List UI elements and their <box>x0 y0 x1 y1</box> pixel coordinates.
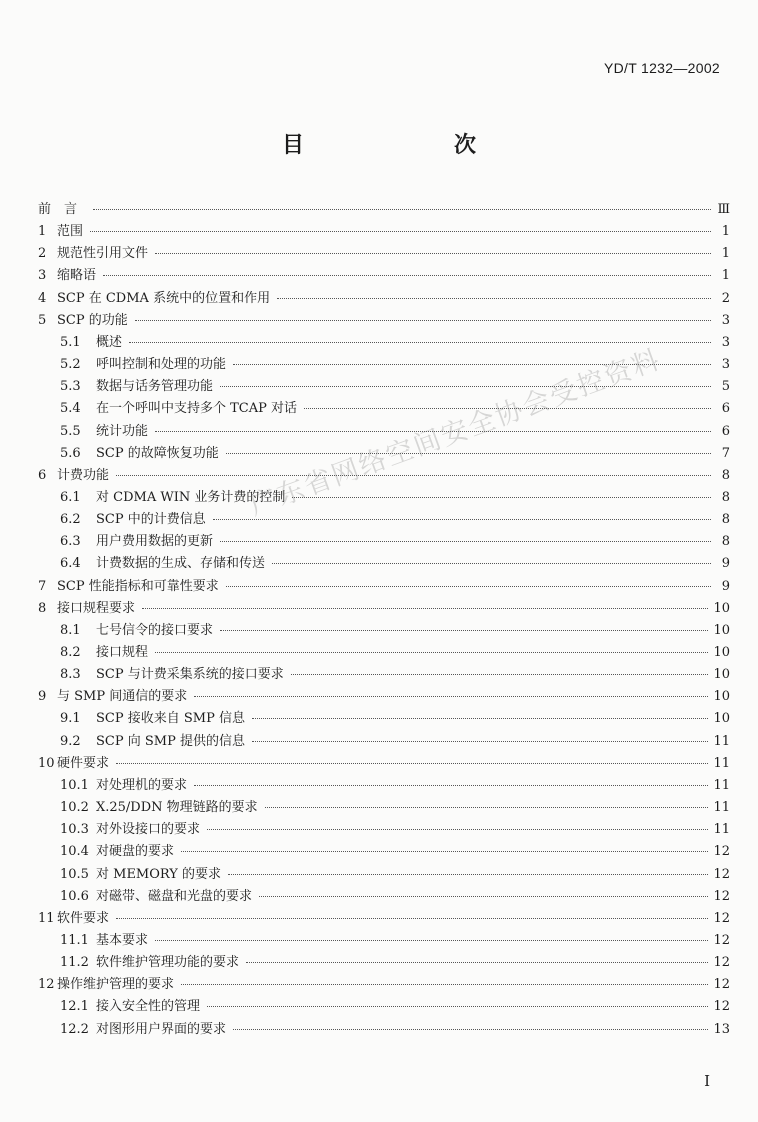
toc-entry[interactable] <box>38 242 730 262</box>
dot-leader <box>259 895 708 897</box>
toc-entry-number: 11 <box>38 910 55 926</box>
toc-entry[interactable] <box>38 220 730 240</box>
toc-entry[interactable] <box>60 818 730 838</box>
toc-entry-number: 5 <box>38 312 47 328</box>
toc-entry-title: SCP 与计费采集系统的接口要求 <box>96 667 284 683</box>
toc-entry[interactable] <box>60 442 730 462</box>
dot-leader <box>194 784 708 786</box>
toc-entry-title: 计费数据的生成、存储和传送 <box>96 556 266 572</box>
toc-entry-title: SCP 接收来自 SMP 信息 <box>96 711 245 727</box>
toc-entry-page: 3 <box>721 357 730 373</box>
toc-entry[interactable] <box>38 597 730 617</box>
toc-entry-title: 对外设接口的要求 <box>96 822 201 838</box>
toc-entry-title: 接口规程要求 <box>57 600 136 616</box>
toc-entry-number: 9.1 <box>60 711 81 727</box>
toc-entry[interactable] <box>60 420 730 440</box>
dot-leader <box>292 496 711 498</box>
toc-entry-number: 前 言 <box>38 202 78 217</box>
toc-entry-page: 10 <box>713 600 730 616</box>
dot-leader <box>155 651 708 653</box>
toc-entry-title: 规范性引用文件 <box>57 246 149 262</box>
toc-entry-page: 11 <box>713 733 730 749</box>
dot-leader <box>246 961 708 963</box>
dot-leader <box>116 917 708 919</box>
dot-leader <box>220 540 711 542</box>
toc-entry[interactable] <box>38 973 730 993</box>
dot-leader <box>226 585 711 587</box>
toc-entry-page: 8 <box>721 512 730 528</box>
toc-entry[interactable] <box>60 707 730 727</box>
toc-entry[interactable] <box>60 331 730 351</box>
dot-leader <box>252 717 708 719</box>
dot-leader <box>142 607 708 609</box>
dot-leader <box>213 518 711 520</box>
dot-leader <box>103 274 711 276</box>
toc-entry[interactable] <box>60 840 730 860</box>
toc-entry-page: 12 <box>713 999 730 1015</box>
toc-entry-page: 9 <box>721 578 730 594</box>
toc-entry-page: 6 <box>721 423 730 439</box>
dot-leader <box>207 828 708 830</box>
dot-leader <box>129 341 711 343</box>
dot-leader <box>116 474 711 476</box>
toc-entry-number: 12.1 <box>60 999 89 1015</box>
toc-entry-page: 5 <box>721 379 730 395</box>
toc-entry-number: 10.3 <box>60 822 89 838</box>
dot-leader <box>155 939 708 941</box>
toc-entry-page: 12 <box>713 977 730 993</box>
toc-entry-page: 11 <box>713 777 730 793</box>
toc-entry-number: 8 <box>38 600 47 616</box>
toc-entry-number: 2 <box>38 246 47 262</box>
toc-entry-number: 8.1 <box>60 622 81 638</box>
toc-entry-page: 1 <box>721 224 730 240</box>
toc-entry-title: SCP 中的计费信息 <box>96 512 206 528</box>
dot-leader <box>220 385 711 387</box>
toc-entry-number: 11.1 <box>60 932 89 948</box>
toc-entry-page: 12 <box>713 866 730 882</box>
dot-leader <box>228 873 708 875</box>
toc-entry-page: 9 <box>721 556 730 572</box>
toc-entry-page: 12 <box>713 955 730 971</box>
toc-entry[interactable] <box>38 464 730 484</box>
dot-leader <box>226 452 711 454</box>
toc-entry[interactable] <box>38 309 730 329</box>
toc-entry[interactable] <box>60 885 730 905</box>
toc-entry[interactable] <box>38 685 730 705</box>
dot-leader <box>116 762 708 764</box>
toc-entry-title: 用户费用数据的更新 <box>96 534 214 550</box>
dot-leader <box>220 629 708 631</box>
watermark: 广东省网络空间安全协会受控资料 <box>245 343 666 522</box>
toc-entry[interactable] <box>60 995 730 1015</box>
toc-entry[interactable] <box>60 641 730 661</box>
toc-entry-number: 6.2 <box>60 512 81 528</box>
toc-entry-number: 12 <box>38 977 55 993</box>
toc-entry-page: 11 <box>713 800 730 816</box>
toc-entry[interactable] <box>60 663 730 683</box>
dot-leader <box>304 407 711 409</box>
dot-leader <box>155 430 711 432</box>
toc-entry-title: 在一个呼叫中支持多个 TCAP 对话 <box>96 401 298 417</box>
toc-entry[interactable] <box>60 486 730 506</box>
page-title: 目 次 <box>281 133 540 158</box>
toc-entry[interactable] <box>60 375 730 395</box>
dot-leader <box>181 983 708 985</box>
dot-leader <box>90 230 711 232</box>
toc-entry-page: 10 <box>713 622 730 638</box>
toc-entry-number: 5.3 <box>60 379 81 395</box>
dot-leader <box>181 850 708 852</box>
toc-entry-number: 5.5 <box>60 423 81 439</box>
toc-entry[interactable] <box>60 730 730 750</box>
toc-entry-title: 缩略语 <box>57 268 97 284</box>
toc-entry[interactable] <box>60 1018 730 1038</box>
toc-entry-title: X.25/DDN 物理链路的要求 <box>96 800 258 816</box>
toc-entry-title: 对磁带、磁盘和光盘的要求 <box>96 888 253 904</box>
dot-leader <box>233 1028 708 1030</box>
toc-entry[interactable] <box>38 907 730 927</box>
toc-entry-title: SCP 向 SMP 提供的信息 <box>96 733 245 749</box>
toc-entry[interactable] <box>60 530 730 550</box>
toc-entry-number: 3 <box>38 268 47 284</box>
toc-entry-number: 6.1 <box>60 489 81 505</box>
toc-entry-number: 10.6 <box>60 888 89 904</box>
toc-entry-page: 8 <box>721 489 730 505</box>
toc-entry-page: 7 <box>721 445 730 461</box>
dot-leader <box>265 806 709 808</box>
toc-entry[interactable] <box>60 796 730 816</box>
toc-entry-title: 与 SMP 间通信的要求 <box>57 689 188 705</box>
toc-entry-title: SCP 的功能 <box>57 312 128 328</box>
toc-entry-number: 6 <box>38 467 47 483</box>
toc-entry-page: 10 <box>713 645 730 660</box>
toc-entry-page: Ⅲ <box>717 202 730 217</box>
dot-leader <box>233 363 711 365</box>
toc-entry-number: 5.4 <box>60 401 81 417</box>
toc-entry-title: 对图形用户界面的要求 <box>96 1021 227 1037</box>
toc-entry[interactable] <box>60 863 730 883</box>
toc-entry[interactable] <box>60 929 730 949</box>
toc-entry-title: 软件维护管理功能的要求 <box>96 955 240 971</box>
toc-entry-title: 统计功能 <box>96 423 149 439</box>
toc-entry-number: 9.2 <box>60 733 81 749</box>
toc-entry-number: 10.2 <box>60 800 89 816</box>
toc-entry-number: 4 <box>38 290 47 306</box>
toc-entry-title: SCP 性能指标和可靠性要求 <box>57 578 219 594</box>
toc-entry-number: 10 <box>38 755 55 771</box>
toc-entry-number: 12.2 <box>60 1021 89 1037</box>
toc-entry-title: 七号信令的接口要求 <box>96 622 214 638</box>
toc-entry[interactable] <box>60 951 730 971</box>
toc-entry[interactable] <box>60 774 730 794</box>
toc-entry-page: 8 <box>721 534 730 550</box>
toc-entry-page: 12 <box>713 844 730 860</box>
toc-entry-page: 10 <box>713 711 730 727</box>
toc-entry[interactable] <box>60 508 730 528</box>
toc-entry-page: 13 <box>713 1021 730 1037</box>
toc-entry-number: 10.1 <box>60 777 89 793</box>
dot-leader <box>207 1005 708 1007</box>
dot-leader <box>93 208 711 210</box>
toc-entry-page: 11 <box>713 755 730 771</box>
toc-entry-page: 2 <box>721 290 730 306</box>
toc-entry-title: 操作维护管理的要求 <box>57 977 175 993</box>
toc-entry[interactable] <box>60 353 730 373</box>
toc-entry-title: 对处理机的要求 <box>96 777 188 793</box>
toc-entry-page: 1 <box>721 268 730 284</box>
toc-entry-number: 10.4 <box>60 844 89 860</box>
dot-leader <box>277 297 711 299</box>
document-code: YD/T 1232—2002 <box>603 60 720 76</box>
dot-leader <box>291 673 709 675</box>
page-number: I <box>704 1072 710 1090</box>
toc-entry[interactable] <box>38 198 730 218</box>
toc-entry-page: 6 <box>721 401 730 417</box>
toc-entry-page: 1 <box>721 246 730 262</box>
toc-entry[interactable] <box>38 264 730 284</box>
toc-entry-number: 8.2 <box>60 645 81 660</box>
toc-entry-title: 范围 <box>57 224 84 240</box>
toc-entry-title: 硬件要求 <box>57 755 110 771</box>
toc-entry[interactable] <box>38 287 730 307</box>
toc-entry-title: 计费功能 <box>57 467 110 483</box>
toc-entry[interactable] <box>38 752 730 772</box>
toc-entry-title: 基本要求 <box>96 932 149 948</box>
toc-entry-title: 接入安全性的管理 <box>96 999 201 1015</box>
dot-leader <box>252 740 708 742</box>
toc-entry-title: 软件要求 <box>57 910 110 926</box>
toc-entry-title: 对 MEMORY 的要求 <box>96 866 222 882</box>
toc-entry-number: 6.3 <box>60 534 81 550</box>
toc-entry-page: 12 <box>713 910 730 926</box>
toc-entry[interactable] <box>38 575 730 595</box>
toc-entry-page: 10 <box>713 689 730 705</box>
toc-entry-page: 12 <box>713 932 730 948</box>
toc-entry-title: 呼叫控制和处理的功能 <box>96 357 227 373</box>
toc-entry-page: 3 <box>721 312 730 328</box>
dot-leader <box>272 562 711 564</box>
toc-entry-title: 对 CDMA WIN 业务计费的控制 <box>96 489 286 505</box>
toc-entry-title: 接口规程 <box>96 645 149 660</box>
toc-entry-title: SCP 在 CDMA 系统中的位置和作用 <box>57 290 271 306</box>
toc-entry-number: 6.4 <box>60 556 81 572</box>
toc-entry-page: 8 <box>721 467 730 483</box>
toc-entry-page: 12 <box>713 888 730 904</box>
toc-entry[interactable] <box>60 552 730 572</box>
toc-entry-number: 1 <box>38 224 47 240</box>
toc-entry-title: 概述 <box>96 334 123 350</box>
toc-entry-page: 11 <box>713 822 730 838</box>
toc-entry-number: 7 <box>38 578 47 594</box>
toc-entry[interactable] <box>60 619 730 639</box>
toc-entry-number: 10.5 <box>60 866 89 882</box>
toc-entry-title: 数据与话务管理功能 <box>96 379 214 395</box>
toc-entry-title: 对硬盘的要求 <box>96 844 175 860</box>
toc-entry-number: 9 <box>38 689 47 705</box>
dot-leader <box>135 319 711 321</box>
toc-entry-number: 5.6 <box>60 445 81 461</box>
toc-entry-title: SCP 的故障恢复功能 <box>96 445 219 461</box>
toc-entry-page: 10 <box>713 667 730 683</box>
dot-leader <box>155 252 711 254</box>
toc-entry-number: 5.1 <box>60 334 81 350</box>
dot-leader <box>194 695 708 697</box>
toc-entry-number: 5.2 <box>60 357 81 373</box>
toc-entry-page: 3 <box>721 334 730 350</box>
toc-entry-number: 11.2 <box>60 955 89 971</box>
toc-entry-number: 8.3 <box>60 667 81 683</box>
toc-entry[interactable] <box>60 397 730 417</box>
